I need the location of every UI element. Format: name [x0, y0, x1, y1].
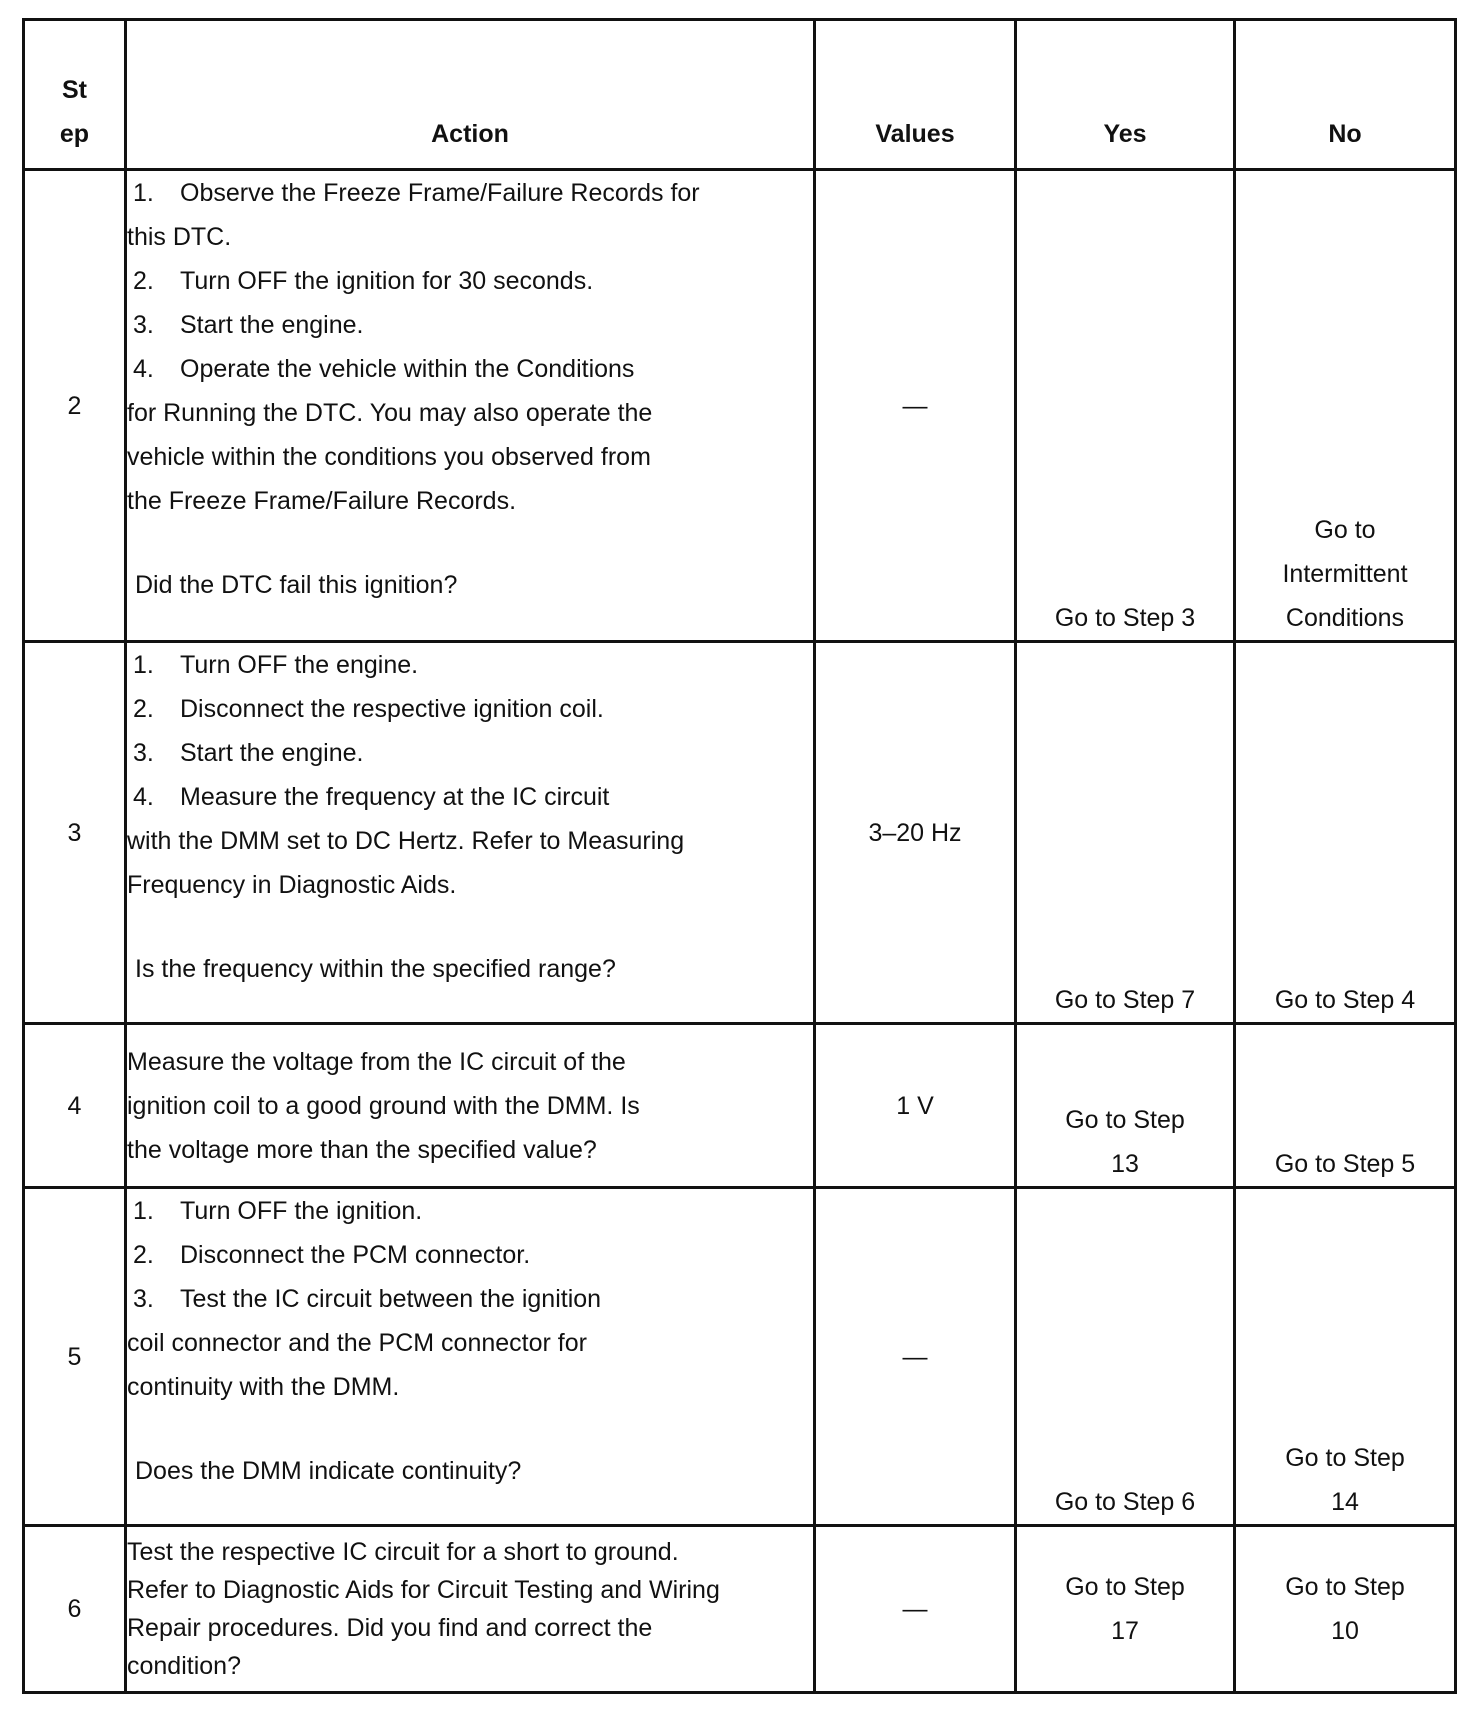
action-cell: [126, 1024, 815, 1188]
action-line: Measure the voltage from the IC circuit of the: [127, 1047, 626, 1076]
action-line: Frequency in Diagnostic Aids.: [127, 871, 457, 899]
step-number: 5: [24, 1188, 126, 1526]
action-line: 1. Observe the Freeze Frame/Failure Records for: [133, 179, 700, 207]
yes-cell: Go to Step 3: [1016, 170, 1235, 642]
action-line: this DTC.: [127, 223, 232, 251]
yes-cell: Go to Step 17: [1016, 1526, 1235, 1693]
action-cell: [126, 642, 815, 1024]
yes-cell: Go to Step 13: [1016, 1024, 1235, 1188]
diagnostic-table: [22, 18, 1457, 1694]
step-number: 6: [24, 1526, 126, 1693]
action-line: Test the respective IC circuit for a short to ground.: [127, 1538, 679, 1566]
action-cell: [126, 1526, 815, 1693]
values-cell: —: [815, 1526, 1016, 1693]
action-line: ignition coil to a good ground with the DMM. Is: [127, 1091, 640, 1120]
table-row: [24, 170, 1456, 642]
action-line: 1. Turn OFF the ignition.: [133, 1197, 423, 1225]
action-line: Refer to Diagnostic Aids for Circuit Testing and Wiring: [127, 1576, 720, 1604]
action-question: Does the DMM indicate continuity?: [135, 1457, 522, 1485]
values-cell: 1 V: [815, 1024, 1016, 1188]
yes-cell: Go to Step 6: [1016, 1188, 1235, 1526]
action-line: 2. Disconnect the PCM connector.: [133, 1241, 531, 1269]
yes-cell: Go to Step 7: [1016, 642, 1235, 1024]
values-header: Values: [815, 20, 1016, 170]
action-cell: [126, 1188, 815, 1526]
action-line: vehicle within the conditions you observed from: [127, 443, 651, 471]
action-line: the voltage more than the specified value?: [127, 1135, 597, 1164]
no-cell: Go to Step 10: [1235, 1526, 1456, 1693]
action-line: 4. Measure the frequency at the IC circuit: [133, 783, 610, 811]
action-question: Did the DTC fail this ignition?: [135, 571, 458, 599]
no-cell: Go to Step 5: [1235, 1024, 1456, 1188]
step-number: 4: [24, 1024, 126, 1188]
action-line: condition?: [127, 1652, 241, 1680]
action-line: 3. Start the engine.: [133, 739, 364, 767]
table-row: [24, 642, 1456, 1024]
table-row: [24, 1188, 1456, 1526]
step-number: 2: [24, 170, 126, 642]
step-header: St ep: [24, 20, 126, 170]
table-row: [24, 1024, 1456, 1188]
step-number: 3: [24, 642, 126, 1024]
action-line: the Freeze Frame/Failure Records.: [127, 487, 517, 515]
action-line: 4. Operate the vehicle within the Conditions: [133, 355, 635, 383]
action-line: 1. Turn OFF the engine.: [133, 651, 419, 679]
action-line: 2. Turn OFF the ignition for 30 seconds.: [133, 267, 594, 295]
action-line: for Running the DTC. You may also operate the: [127, 399, 653, 427]
action-line: 3. Test the IC circuit between the ignition: [133, 1285, 602, 1313]
action-line: with the DMM set to DC Hertz. Refer to Measuring: [127, 827, 685, 855]
no-cell: Go to Step 14: [1235, 1188, 1456, 1526]
no-cell: Go to Intermittent Conditions: [1235, 170, 1456, 642]
table-row: [24, 1526, 1456, 1693]
action-line: coil connector and the PCM connector for: [127, 1329, 587, 1357]
values-cell: —: [815, 1188, 1016, 1526]
values-cell: —: [815, 170, 1016, 642]
action-header: Action: [126, 20, 815, 170]
action-line: 3. Start the engine.: [133, 311, 364, 339]
action-cell: [126, 170, 815, 642]
no-header: No: [1235, 20, 1456, 170]
header-row: [24, 20, 1456, 170]
yes-header: Yes: [1016, 20, 1235, 170]
action-line: continuity with the DMM.: [127, 1373, 400, 1401]
values-cell: 3–20 Hz: [815, 642, 1016, 1024]
no-cell: Go to Step 4: [1235, 642, 1456, 1024]
action-line: 2. Disconnect the respective ignition coil.: [133, 695, 604, 723]
action-line: Repair procedures. Did you find and correct the: [127, 1614, 653, 1642]
action-question: Is the frequency within the specified range?: [135, 955, 616, 983]
